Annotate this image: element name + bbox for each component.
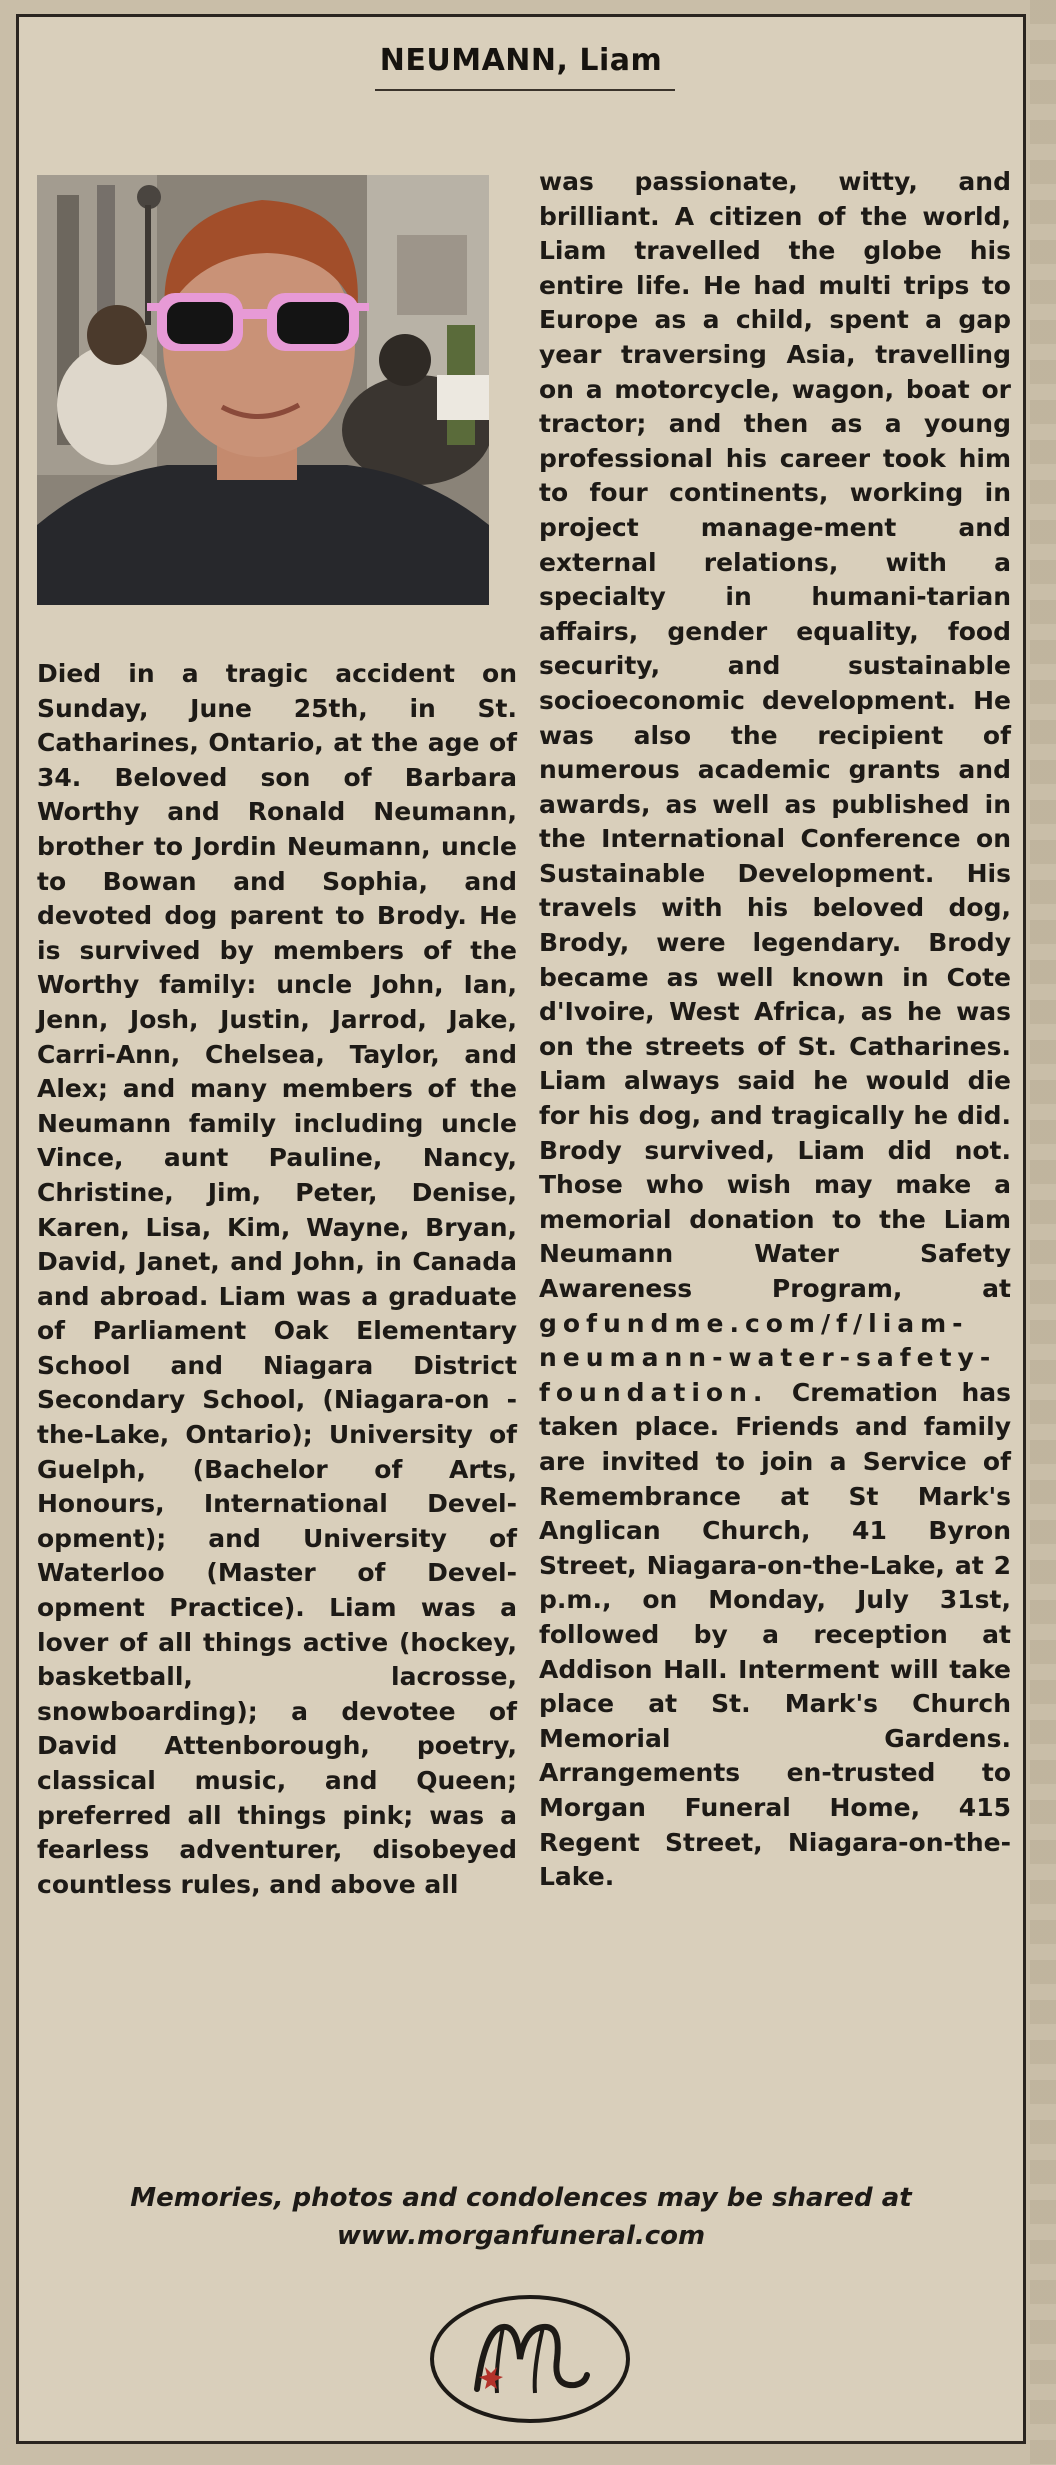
condolences-footer <box>19 2179 1023 2255</box>
donation-url: gofundme.com/f/liam-neumann-water-safety-foundation. <box>539 1308 997 1407</box>
newsprint-bleed <box>1030 0 1056 2465</box>
body-column-right <box>539 165 1011 1895</box>
body-right-text-1: was passionate, witty, and brilliant. A citizen of the world, Liam travelled the globe his entire life. He had multi trips to Europe as a child, spent a gap year traversing Asia, travelling on a motorcycle, wagon, boat or tractor; and then as a young professional his career took him to four continents, working in project manage-ment and external relations, with a specialty in humani-tarian affairs, gender equality, food security, and sustainable socioeconomic development. He was also the recipient of numerous academic grants and awards, as well as published in the International Conference on Sustainable Development. His travels with his beloved dog, Brody, were legendary. Brody became as well known in Cote d'Ivoire, West Africa, as he was on the streets of St. Catharines. Liam always said he would die for his dog, and tragically he did. Brody survived, Liam did not. Those who wish may make a memorial donation to the Liam Neumann Water Safety Awareness Program, at <box>539 167 1011 1303</box>
notice-title: NEUMANN, Liam <box>379 43 663 78</box>
body-right-text-2: Cremation has taken place. Friends and family are invited to join a Service of Remembrance at St Mark's Anglican Church, 41 Byron Street, Niagara-on-the-Lake, at 2 p.m., on Monday, July 31st, followed by a reception at Addison Hall. Interment will take place at St. Mark's Church Memorial Gardens. Arrangements en-trusted to Morgan Funeral Home, 415 Regent Street, Niagara-on-the-Lake. <box>539 1377 1011 1892</box>
portrait-photo <box>37 175 489 605</box>
obituary-notice <box>16 14 1026 2444</box>
body-column-left: Died in a tragic accident on Sunday, June 25th, in St. Catharines, Ontario, at the age of 34. Beloved son of Barbara Worthy and Ronald Neumann, brother to Jordin Neumann, uncle to Bowan and Sophia, and devoted dog parent to Brody. He is survived by members of the Worthy family: uncle John, Ian, Jenn, Josh, Justin, Jarrod, Jake, Carri-Ann, Chelsea, Taylor, and Alex; and many members of the Neumann family including uncle Vince, aunt Pauline, Nancy, Christine, Jim, Peter, Denise, Karen, Lisa, Kim, Wayne, Bryan, David, Janet, and John, in Canada and abroad. Liam was a graduate of Parliament Oak Elementary School and Niagara District Secondary School, (Niagara-on -the-Lake, Ontario); University of Guelph, (Bachelor of Arts, Honours, International Devel-opment); and University of Waterloo (Master of Devel-opment Practice). Liam was a lover of all things active (hockey, basketball, lacrosse, snowboarding); a devotee of David Attenborough, poetry, classical music, and Queen; preferred all things pink; was a fearless adventurer, disobeyed countless rules, and above all <box>37 659 517 1899</box>
title-underline <box>375 89 675 91</box>
funeral-home-website: www.morganfuneral.com <box>336 2221 706 2251</box>
morgan-funeral-monogram-logo <box>425 2289 635 2429</box>
footer-line-1: Memories, photos and condolences may be shared at <box>130 2183 912 2213</box>
